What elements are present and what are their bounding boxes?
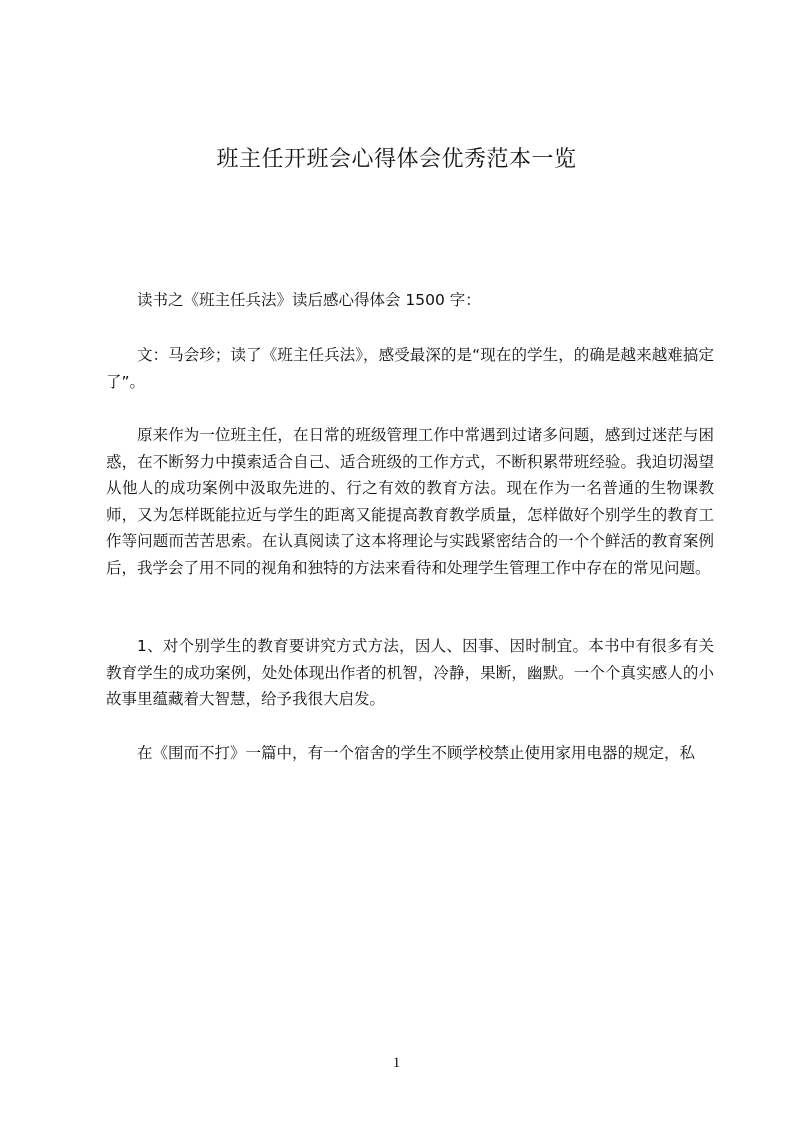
document-title: 班主任开班会心得体会优秀范本一览 xyxy=(216,147,577,172)
paragraph-point-1: 1、对个别学生的教育要讲究方式方法，因人、因事、因时制宜。本书中有很多有关教育学生的成功案例，处处体现出作者的机智，冷静，果断，幽默。一个个真实感人的小故事里蕴藏着大智慧，给予我很大启发。 xyxy=(106,637,714,708)
paragraph-background: 原来作为一位班主任，在日常的班级管理工作中常遇到过诸多问题，感到过迷茫与困惑，在不断努力中摸索适合自己、适合班级的工作方式，不断积累带班经验。我迫切渴望从他人的成功案例中汲取先进的、行之有效的教育方法。现在作为一名普通的生物课教师，又为怎样既能拉近与学生的距离又能提高教育教学质量，怎样做好个别学生的教育工作等问题而苦苦思索。在认真阅读了这本将理论与实践紧密结合的一个个鲜活的教育案例后，我学会了用不同的视角和独特的方法来看待和处理学生管理工作中存在的常见问题。 xyxy=(106,426,714,577)
paragraph-author: 文：马会珍；读了《班主任兵法》，感受最深的是“现在的学生，的确是越来越难搞定了”。 xyxy=(106,346,714,391)
page-number: 1 xyxy=(392,1055,401,1071)
paragraph-book-intro: 读书之《班主任兵法》读后感心得体会 1500 字： xyxy=(137,291,481,309)
paragraph-case-example: 在《围而不打》一篇中，有一个宿舍的学生不顾学校禁止使用家用电器的规定，私 xyxy=(137,744,696,762)
